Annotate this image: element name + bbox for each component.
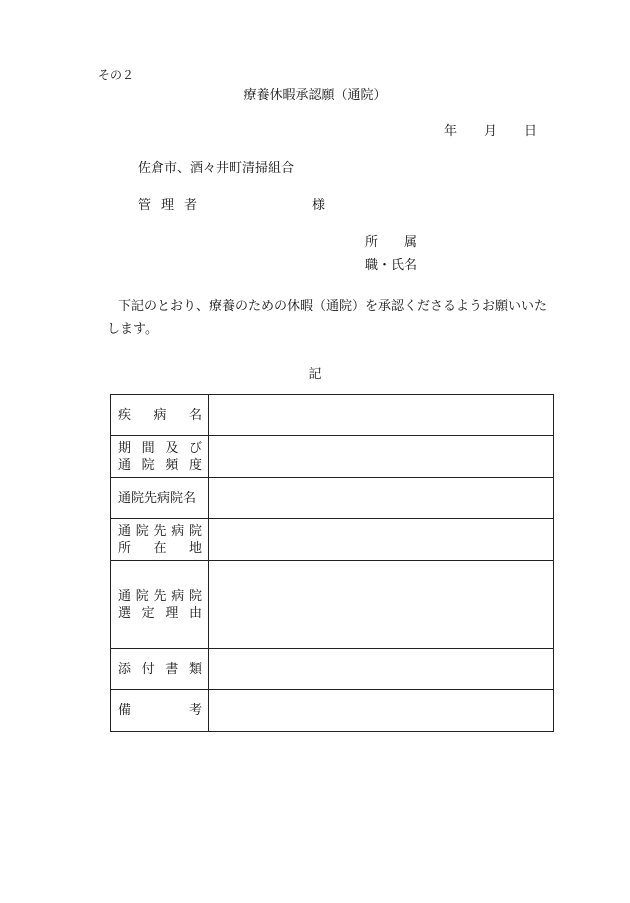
row-value-hospital-address[interactable]: [209, 519, 554, 561]
row-value-hospital-reason[interactable]: [209, 561, 554, 649]
row-value-period-frequency[interactable]: [209, 436, 554, 478]
label-line: 添 付 書 類: [118, 661, 202, 677]
label-line: 通 院 先 病 院: [118, 523, 202, 539]
document-title: 療養休暇承認願（通院）: [243, 88, 387, 103]
request-text-line-1: 下記のとおり、療養のための休暇（通院）を承認くださるようお願いいた: [118, 299, 548, 314]
table-row: [111, 395, 554, 436]
row-label-hospital-reason: [111, 561, 209, 649]
addressee-honorific: 様: [312, 198, 326, 213]
row-label-disease-name: [111, 395, 209, 436]
row-value-disease-name[interactable]: [209, 395, 554, 436]
label-line: 通 院 頻 度: [118, 457, 202, 473]
row-label-hospital-address: [111, 519, 209, 561]
application-form-table: [110, 394, 554, 732]
addressee-organization: 佐倉市、酒々井町清掃組合: [138, 161, 295, 176]
row-label-period-frequency: [111, 436, 209, 478]
date-month-label: 月: [484, 124, 498, 139]
row-label-attachments: [111, 649, 209, 690]
form-number: その２: [98, 68, 135, 82]
row-label-remarks: [111, 690, 209, 732]
table-row: [111, 561, 554, 649]
label-line: 通院先病院名: [118, 490, 197, 506]
table-row: [111, 649, 554, 690]
label-line: 選 定 理 由: [118, 605, 202, 621]
label-line: 期 間 及 び: [118, 440, 202, 456]
applicant-affiliation-label: 所 属: [365, 235, 418, 250]
addressee-title: 管理者: [138, 198, 208, 213]
table-row: [111, 436, 554, 478]
row-value-remarks[interactable]: [209, 690, 554, 732]
applicant-name-label: 職・氏名: [365, 258, 418, 273]
row-value-hospital-name[interactable]: [209, 478, 554, 519]
table-row: [111, 478, 554, 519]
row-value-attachments[interactable]: [209, 649, 554, 690]
table-row: [111, 519, 554, 561]
label-line: 所 在 地: [118, 540, 202, 556]
date-year-label: 年: [444, 124, 458, 139]
table-row: [111, 690, 554, 732]
ki-heading: 記: [308, 367, 322, 382]
request-text-line-2: します。: [107, 322, 158, 337]
row-label-hospital-name: [111, 478, 209, 519]
date-day-label: 日: [524, 124, 538, 139]
label-line: 通 院 先 病 院: [118, 588, 202, 604]
label-line: 備 考: [118, 703, 202, 718]
label-line: 疾 病 名: [118, 407, 202, 423]
